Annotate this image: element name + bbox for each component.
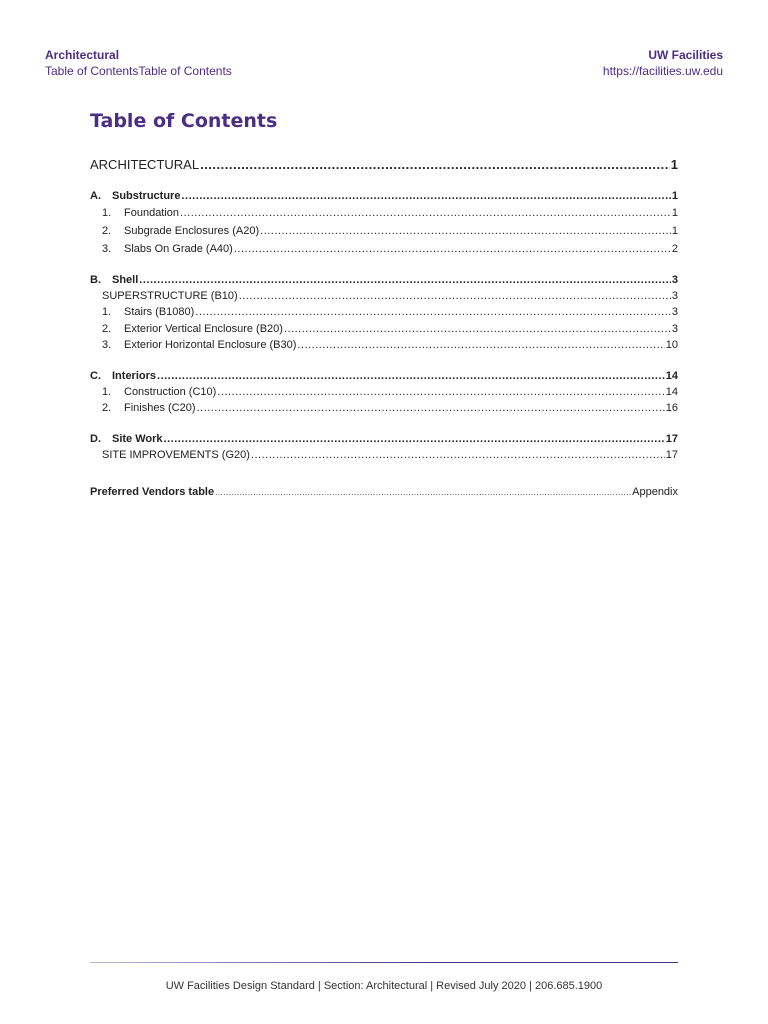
toc-section-letter: A.	[90, 190, 101, 202]
toc-item-site-improvements[interactable]	[90, 449, 678, 461]
toc-leader	[157, 370, 665, 382]
toc-entry-preferred-vendors[interactable]	[90, 486, 678, 498]
toc-item-number: 3.	[102, 339, 112, 351]
toc-leader	[284, 323, 671, 335]
toc-page-number: 1	[670, 157, 678, 172]
toc-item-label: Construction (C10)	[124, 386, 217, 398]
toc-section-label: Substructure	[112, 190, 181, 202]
toc-page-number: 1	[671, 190, 678, 202]
toc-section-label: Interiors	[112, 370, 157, 382]
toc-item-label: Subgrade Enclosures (A20)	[124, 225, 260, 237]
toc-item-label: SUPERSTRUCTURE (B10)	[102, 290, 238, 302]
header-right	[603, 48, 723, 79]
toc-leader	[217, 386, 664, 398]
header-section-subtitle: Table of ContentsTable of Contents	[45, 64, 232, 78]
toc-item-number: 2.	[102, 402, 112, 414]
toc-item-exterior-vertical-enclosure[interactable]	[90, 323, 678, 335]
toc-page-number: 16	[665, 402, 678, 414]
toc-leader	[180, 207, 671, 219]
toc-page-number: 3	[671, 290, 678, 302]
toc-page-number: Appendix	[632, 486, 678, 498]
toc-item-number: 2.	[102, 323, 112, 335]
toc-page-number: 17	[665, 433, 678, 445]
page-title: Table of Contents	[90, 110, 278, 132]
toc-section-site-work[interactable]	[90, 433, 678, 445]
toc-item-finishes[interactable]	[90, 402, 678, 414]
toc-page-number: 10	[665, 339, 678, 351]
toc-entry-label: Preferred Vendors table	[90, 486, 215, 498]
toc-item-label: Exterior Vertical Enclosure (B20)	[124, 323, 283, 335]
toc-section-label: Shell	[112, 274, 139, 286]
toc-page-number: 17	[665, 449, 678, 461]
toc-section-label: Site Work	[112, 433, 163, 445]
toc-leader	[139, 274, 671, 286]
toc-page-number: 1	[671, 225, 678, 237]
toc-leader	[251, 449, 665, 461]
toc-leader	[200, 157, 670, 172]
toc-item-number: 3.	[102, 243, 112, 255]
toc-section-substructure[interactable]	[90, 190, 678, 202]
toc-item-exterior-horizontal-enclosure[interactable]	[90, 339, 678, 351]
toc-section-interiors[interactable]	[90, 370, 678, 382]
toc-item-number: 1.	[102, 386, 112, 398]
toc-item-construction[interactable]	[90, 386, 678, 398]
toc-item-number: 1.	[102, 207, 112, 219]
toc-leader	[197, 402, 665, 414]
toc-item-subgrade-enclosures[interactable]	[90, 225, 678, 237]
toc-item-label: Slabs On Grade (A40)	[124, 243, 233, 255]
toc-leader	[239, 290, 671, 302]
header-section-title: Architectural	[45, 48, 120, 62]
toc-item-label: Foundation	[124, 207, 180, 219]
header-org-name: UW Facilities	[648, 48, 723, 62]
toc-item-label: Stairs (B1080)	[124, 306, 195, 318]
toc-page-number: 3	[671, 323, 678, 335]
toc-section-shell[interactable]	[90, 274, 678, 286]
toc-leader	[297, 339, 664, 351]
toc-page-number: 3	[671, 274, 678, 286]
toc-section-letter: B.	[90, 274, 101, 286]
toc-page-number: 14	[665, 386, 678, 398]
toc-page-number: 2	[671, 243, 678, 255]
header-left	[45, 48, 232, 79]
page-footer: UW Facilities Design Standard | Section: Architectural | Revised July 2020 | 206.685.1900	[165, 980, 603, 992]
toc-item-label: Exterior Horizontal Enclosure (B30)	[124, 339, 297, 351]
header-url-link[interactable]: https://facilities.uw.edu	[602, 64, 723, 78]
toc-entry-label: ARCHITECTURAL	[90, 157, 200, 172]
toc-leader	[215, 488, 631, 497]
toc-section-letter: D.	[90, 433, 101, 445]
toc-item-slabs-on-grade[interactable]	[90, 243, 678, 255]
toc-item-label: SITE IMPROVEMENTS (G20)	[102, 449, 250, 461]
toc-page-number: 1	[671, 207, 678, 219]
toc-item-foundation[interactable]	[90, 207, 678, 219]
toc-item-stairs[interactable]	[90, 306, 678, 318]
toc-item-number: 2.	[102, 225, 112, 237]
toc-item-label: Finishes (C20)	[124, 402, 196, 414]
toc-page-number: 3	[671, 306, 678, 318]
toc-item-number: 1.	[102, 306, 112, 318]
footer-divider	[90, 962, 678, 963]
toc-leader	[164, 433, 665, 445]
toc-item-superstructure[interactable]	[90, 290, 678, 302]
toc-page-number: 14	[665, 370, 678, 382]
toc-leader	[195, 306, 671, 318]
toc-leader	[181, 190, 670, 202]
toc-section-letter: C.	[90, 370, 101, 382]
toc-leader	[260, 225, 671, 237]
toc-entry-architectural[interactable]	[90, 157, 678, 172]
toc-leader	[234, 243, 671, 255]
